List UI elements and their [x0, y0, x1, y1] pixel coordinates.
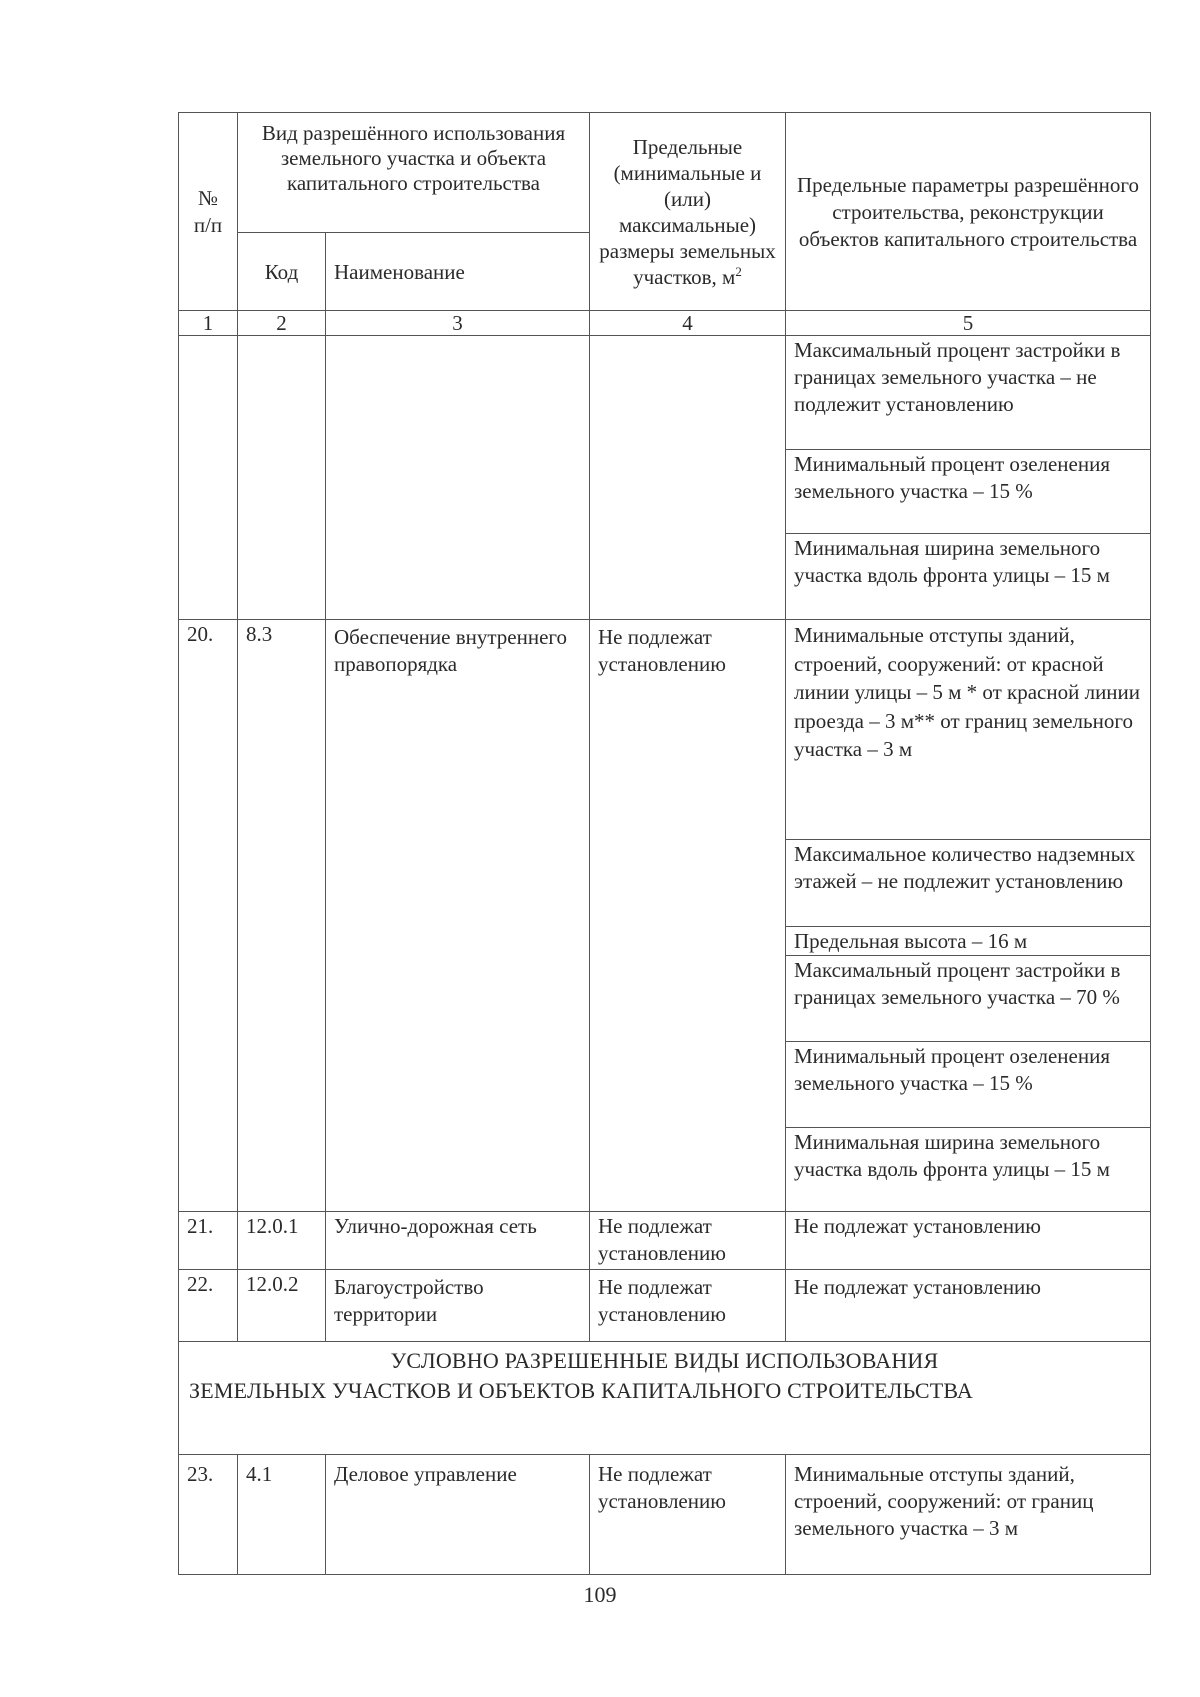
section-row	[179, 1342, 1151, 1455]
row20-param-3: Предельная высота – 16 м	[786, 927, 1151, 956]
row20-param-5: Минимальный процент озеленения земельного участка – 15 %	[786, 1042, 1151, 1128]
row22-num: 22.	[179, 1270, 238, 1342]
header-name: Наименование	[326, 233, 590, 311]
row23-name: Деловое управление	[326, 1455, 590, 1575]
cont-param-2: Минимальный процент озеленения земельного участка – 15 %	[786, 450, 1151, 534]
table-row	[179, 1270, 1151, 1342]
section-heading	[179, 1342, 1151, 1455]
table-row	[179, 1212, 1151, 1270]
cont-code	[238, 336, 326, 620]
row23-code: 4.1	[238, 1455, 326, 1575]
document-page	[178, 112, 1150, 1575]
row20-param-6: Минимальная ширина земельного участка вдоль фронта улицы – 15 м	[786, 1128, 1151, 1212]
cont-param-1: Максимальный процент застройки в границах земельного участка – не подлежит установлению	[786, 336, 1151, 450]
row22-size: Не подлежат установлению	[590, 1270, 786, 1342]
table-row	[179, 1455, 1151, 1575]
row20-param-2: Максимальное количество надземных этажей – не подлежит установлению	[786, 840, 1151, 927]
row20-param-1: Минимальные отступы зданий, строений, сооружений: от красной линии улицы – 5 м * от красной линии проезда – 3 м** от границ земельного участка – 3 м	[786, 620, 1151, 840]
header-row	[179, 113, 1151, 233]
row22-params: Не подлежат установлению	[786, 1270, 1151, 1342]
row21-code: 12.0.1	[238, 1212, 326, 1270]
cont-param-3: Минимальная ширина земельного участка вдоль фронта улицы – 15 м	[786, 534, 1151, 620]
row20-name: Обеспечение внутреннего правопорядка	[326, 620, 590, 1212]
row21-num: 21.	[179, 1212, 238, 1270]
column-number-row	[179, 311, 1151, 336]
cont-size	[590, 336, 786, 620]
page-number: 109	[583, 1582, 617, 1607]
row21-size: Не подлежат установлению	[590, 1212, 786, 1270]
header-size-sup: 2	[735, 264, 742, 279]
table-row	[179, 620, 1151, 840]
row20-code: 8.3	[238, 620, 326, 1212]
col-number-4: 4	[590, 311, 786, 336]
row20-num: 20.	[179, 620, 238, 1212]
zoning-table	[178, 112, 1151, 1575]
table-row	[179, 336, 1151, 450]
row22-name: Благоустройство территории	[326, 1270, 590, 1342]
row22-code: 12.0.2	[238, 1270, 326, 1342]
col-number-3: 3	[326, 311, 590, 336]
col-number-1: 1	[179, 311, 238, 336]
col-number-2: 2	[238, 311, 326, 336]
row21-name: Улично-дорожная сеть	[326, 1212, 590, 1270]
header-size	[590, 113, 786, 311]
row23-params: Минимальные отступы зданий, строений, сооружений: от границ земельного участка – 3 м	[786, 1455, 1151, 1575]
header-params: Предельные параметры разрешённого строительства, реконструкции объектов капитального строительства	[786, 113, 1151, 311]
header-vid: Вид разрешённого использования земельного участка и объекта капитального строительства	[238, 113, 590, 233]
row23-size: Не подлежат установлению	[590, 1455, 786, 1575]
row20-size: Не подлежат установлению	[590, 620, 786, 1212]
cont-name	[326, 336, 590, 620]
section-heading-line1: УСЛОВНО РАЗРЕШЕННЫЕ ВИДЫ ИСПОЛЬЗОВАНИЯ	[390, 1348, 939, 1373]
section-heading-line2: ЗЕМЕЛЬНЫХ УЧАСТКОВ И ОБЪЕКТОВ КАПИТАЛЬНОГО СТРОИТЕЛЬСТВА	[189, 1378, 974, 1403]
row23-num: 23.	[179, 1455, 238, 1575]
header-num: № п/п	[179, 113, 238, 311]
header-size-text: Предельные (минимальные и (или) максимальные) размеры земельных участков, м	[599, 135, 776, 289]
header-kod: Код	[238, 233, 326, 311]
row21-params: Не подлежат установлению	[786, 1212, 1151, 1270]
col-number-5: 5	[786, 311, 1151, 336]
row20-param-4: Максимальный процент застройки в границах земельного участка – 70 %	[786, 956, 1151, 1042]
cont-num	[179, 336, 238, 620]
